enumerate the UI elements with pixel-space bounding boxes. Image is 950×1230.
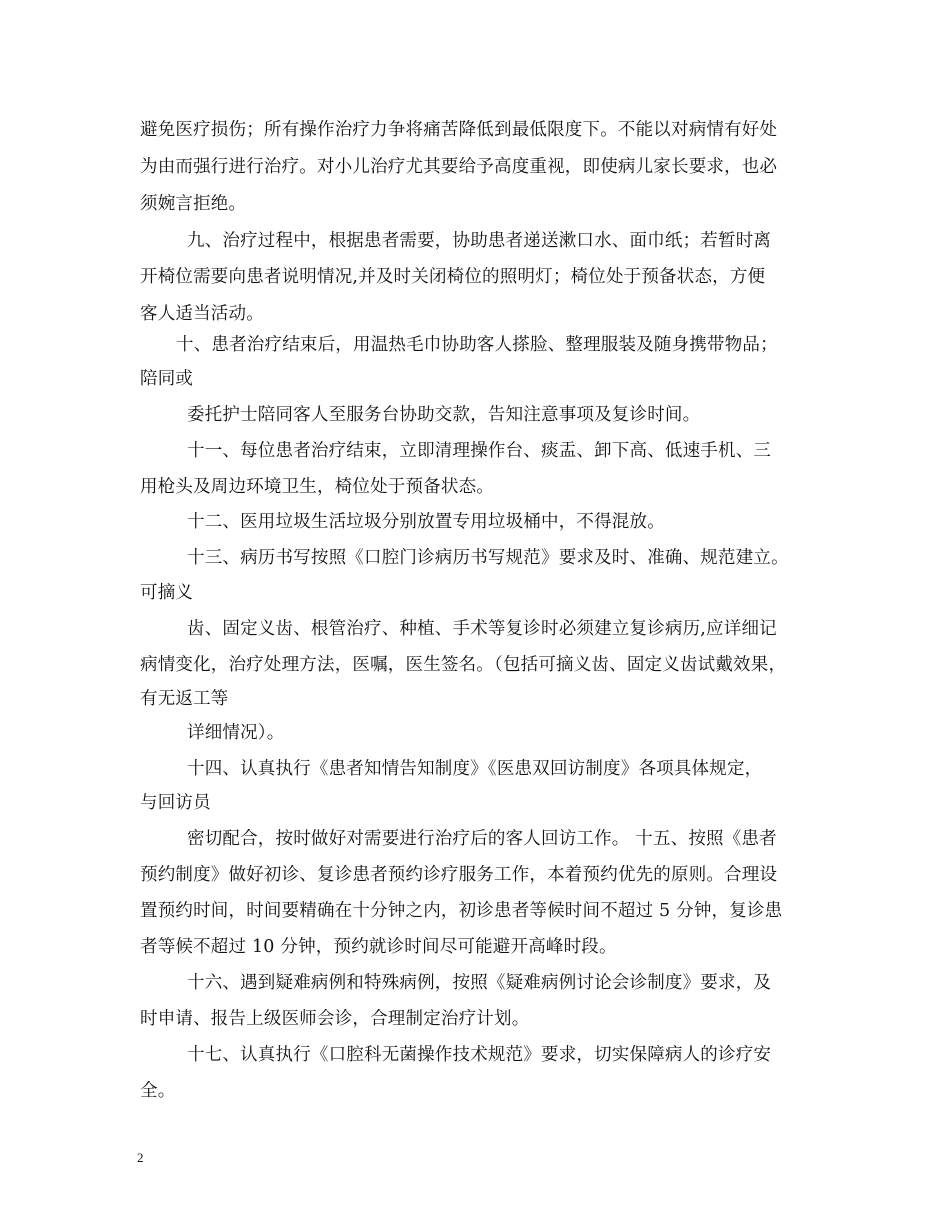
- text-line: 须婉言拒绝。: [140, 194, 247, 214]
- text-line: 九、治疗过程中，根据患者需要，协助患者递送漱口水、面巾纸；若暂时离: [187, 231, 772, 251]
- text-line: 开椅位需要向患者说明情况,并及时关闭椅位的照明灯；椅位处于预备状态，方便: [140, 267, 766, 287]
- text-line: 详细情况）。: [187, 723, 285, 743]
- text-line: 齿、固定义齿、根管治疗、种植、手术等复诊时必须建立复诊病历,应详细记: [187, 619, 777, 639]
- text-line: 时申请、报告上级医师会诊，合理制定治疗计划。: [140, 1009, 530, 1029]
- text-line: 十四、认真执行《患者知情告知制度》《医患双回访制度》各项具体规定，: [187, 759, 763, 779]
- text-line: 密切配合，按时做好对需要进行治疗后的客人回访工作。 十五、按照《患者: [187, 829, 777, 849]
- text-line: 有无返工等: [140, 689, 229, 709]
- text-line: 为由而强行进行治疗。对小儿治疗尤其要给予高度重视，即使病儿家长要求，也必: [140, 157, 778, 177]
- text-line: 十一、每位患者治疗结束，立即清理操作台、痰盂、卸下高、低速手机、三: [187, 441, 772, 461]
- text-line: 者等候不超过 10 分钟，预约就诊时间尽可能避开高峰时段。: [140, 937, 617, 957]
- page-number: 2: [137, 1150, 144, 1165]
- text-line: 全。: [140, 1081, 176, 1101]
- text-line: 十七、认真执行《口腔科无菌操作技术规范》要求，切实保障病人的诊疗安: [187, 1045, 772, 1065]
- text-line: 置预约时间，时间要精确在十分钟之内，初诊患者等候时间不超过 5 分钟，复诊患: [140, 901, 783, 921]
- text-line: 避免医疗损伤；所有操作治疗力争将痛苦降低到最低限度下。不能以对病情有好处: [140, 120, 778, 140]
- text-line: 客人适当活动。: [140, 304, 264, 324]
- text-line: 预约制度》做好初诊、复诊患者预约诊疗服务工作，本着预约优先的原则。合理设: [140, 865, 778, 885]
- text-line: 与回访员: [140, 793, 211, 813]
- text-line: 陪同或: [140, 369, 194, 389]
- text-line: 十三、病历书写按照《口腔门诊病历书写规范》要求及时、准确、规范建立。: [187, 548, 789, 568]
- text-line: 用枪头及周边环境卫生，椅位处于预备状态。: [140, 477, 494, 497]
- text-line: 十六、遇到疑难病例和特殊病例，按照《疑难病例讨论会诊制度》要求，及: [187, 973, 772, 993]
- text-line: 十二、医用垃圾生活垃圾分别放置专用垃圾桶中，不得混放。: [187, 512, 665, 532]
- text-line: 十、患者治疗结束后，用温热毛巾协助客人搽脸、整理服装及随身携带物品；: [176, 335, 778, 355]
- text-line: 可摘义: [140, 583, 194, 603]
- text-line: 病情变化，治疗处理方法，医嘱，医生签名。（包括可摘义齿、固定义齿试戴效果，: [140, 655, 787, 675]
- text-line: 委托护士陪同客人至服务台协助交款，告知注意事项及复诊时间。: [187, 405, 701, 425]
